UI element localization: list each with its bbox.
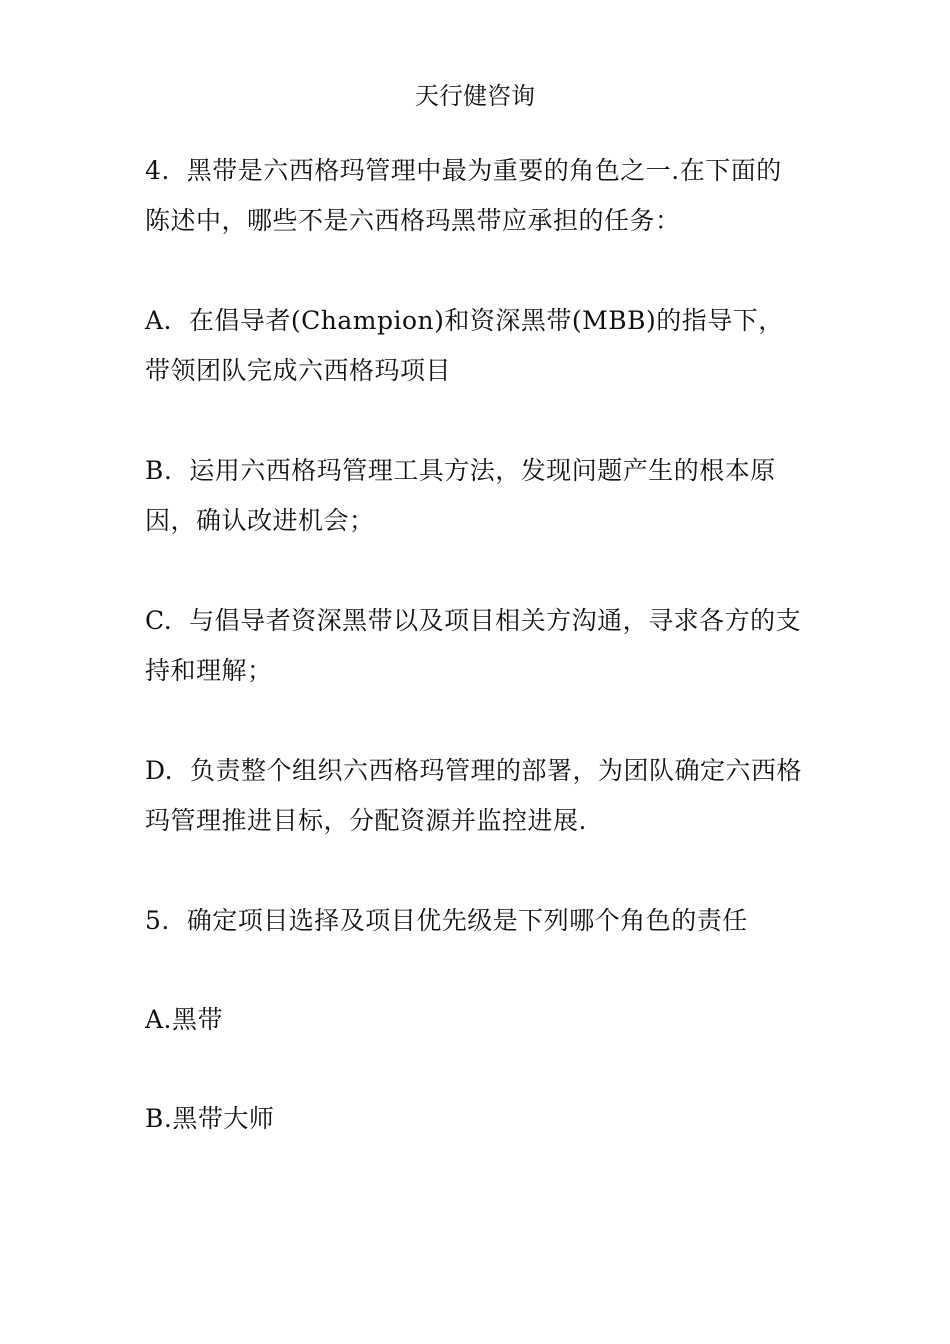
question-5-stem: 5. 确定项目选择及项目优先级是下列哪个角色的责任	[145, 906, 748, 935]
question-4-option-c: C. 与倡导者资深黑带以及项目相关方沟通，寻求各方的支持和理解；	[145, 606, 802, 685]
question-5-option-b: B.黑带大师	[145, 1104, 275, 1133]
question-4-option-b: B. 运用六西格玛管理工具方法，发现问题产生的根本原因，确认改进机会；	[145, 456, 776, 535]
question-4-stem: 4. 黑带是六西格玛管理中最为重要的角色之一.在下面的陈述中，哪些不是六西格玛黑带应承担的任务：	[145, 156, 782, 235]
question-4-option-d: D. 负责整个组织六西格玛管理的部署，为团队确定六西格玛管理推进目标，分配资源并监控进展.	[145, 756, 802, 835]
page-header: 天行健咨询	[415, 82, 535, 110]
question-5-option-a: A.黑带	[145, 1005, 224, 1034]
document-body	[145, 146, 805, 1193]
question-4-option-a: A. 在倡导者(Champion)和资深黑带(MBB)的指导下，带领团队完成六西格玛项目	[145, 306, 784, 385]
